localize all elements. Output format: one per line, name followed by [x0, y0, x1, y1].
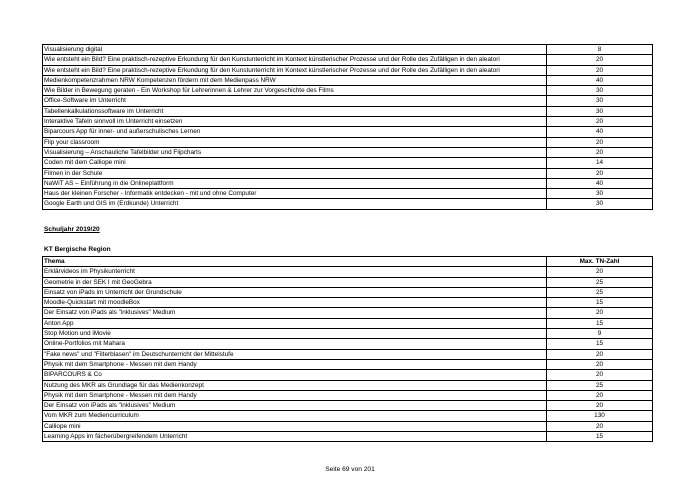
table-row: [43, 370, 653, 380]
table-row: [43, 339, 653, 349]
participant-count-cell: 15: [547, 432, 653, 442]
course-title-cell: Haus der kleinen Forscher - Informatik entdecken - mit und ohne Computer: [43, 189, 547, 199]
participant-count-cell: 20: [547, 349, 653, 359]
course-title-cell: Nutzung des MKR als Grundlage für das Medienkonzept: [43, 380, 547, 390]
course-title-cell: Wie Bilder in Bewegung geraten - Ein Workshop für Lehrerinnen & Lehrer zur Vorgeschichte des Films: [43, 86, 547, 96]
course-title-cell: Flip your classroom: [43, 137, 547, 147]
participant-count-cell: 20: [547, 65, 653, 75]
course-title-cell: BIPARCOURS & Co: [43, 370, 547, 380]
course-title-cell: Erklärvideos im Physikunterricht: [43, 267, 547, 277]
course-title-cell: Learning Apps im fächerübergreifendem Unterricht: [43, 432, 547, 442]
table-row: [43, 86, 653, 96]
table-row: [43, 287, 653, 297]
participant-count-cell: 30: [547, 106, 653, 116]
table-row: [43, 137, 653, 147]
region-heading: KT Bergische Region: [44, 246, 111, 253]
participant-count-cell: 20: [547, 359, 653, 369]
table-row: [43, 318, 653, 328]
course-table-2-body: [43, 257, 653, 442]
course-title-cell: NaWiT AS – Einführung in die Onlineplattform: [43, 178, 547, 188]
course-title-cell: Visualisierung – Anschauliche Tafelbilder und Flipcharts: [43, 147, 547, 157]
course-table-1: [42, 44, 653, 210]
course-title-cell: Physik mit dem Smartphone - Messen mit dem Handy: [43, 359, 547, 369]
participant-count-cell: 40: [547, 75, 653, 85]
participant-count-cell: 30: [547, 189, 653, 199]
course-title-cell: Wie entsteht ein Bild? Eine praktisch-rezeptive Erkundung für den Kunstunterricht im Kontext künstlerischer Prozesse und der Rolle des Zufälligen in den aleatori: [43, 65, 547, 75]
table-row: [43, 189, 653, 199]
participant-count-cell: 20: [547, 55, 653, 65]
course-title-cell: Anton App: [43, 318, 547, 328]
participant-count-cell: 30: [547, 96, 653, 106]
table-row: [43, 75, 653, 85]
participant-count-cell: 20: [547, 168, 653, 178]
course-title-cell: Calliope mini: [43, 421, 547, 431]
course-table-1-body: [43, 45, 653, 210]
table-row: [43, 380, 653, 390]
table-row: [43, 267, 653, 277]
course-title-cell: Coden mit dem Calliope mini: [43, 158, 547, 168]
participant-count-cell: 9: [547, 329, 653, 339]
table-row: [43, 117, 653, 127]
participant-count-cell: 15: [547, 298, 653, 308]
course-title-cell: Online-Portfolios mit Mahara: [43, 339, 547, 349]
course-title-cell: Vom MKR zum Mediencurriculum: [43, 411, 547, 421]
participant-count-cell: 40: [547, 178, 653, 188]
course-title-cell: Moodle-Quickstart mit moodleBox: [43, 298, 547, 308]
course-title-cell: Physik mit dem Smartphone - Messen mit dem Handy: [43, 390, 547, 400]
table-row: [43, 329, 653, 339]
course-title-cell: Google Earth und GIS im (Erdkunde) Unterricht: [43, 199, 547, 209]
page-number: Seite 69 von 201: [325, 466, 375, 473]
table-row: [43, 55, 653, 65]
participant-count-cell: 25: [547, 277, 653, 287]
table-row: [43, 168, 653, 178]
course-title-cell: Office-Software im Unterricht: [43, 96, 547, 106]
course-title-cell: Der Einsatz von iPads als "inklusives" Medium: [43, 308, 547, 318]
participant-count-cell: 20: [547, 147, 653, 157]
table-row: [43, 127, 653, 137]
header-thema: Thema: [43, 257, 547, 267]
participant-count-cell: 15: [547, 318, 653, 328]
course-table-2: [42, 256, 653, 442]
table-row: [43, 390, 653, 400]
course-title-cell: Visualisierung digital: [43, 45, 547, 55]
participant-count-cell: 40: [547, 127, 653, 137]
course-title-cell: Stop Motion und iMovie: [43, 329, 547, 339]
participant-count-cell: 25: [547, 380, 653, 390]
participant-count-cell: 8: [547, 45, 653, 55]
participant-count-cell: 25: [547, 287, 653, 297]
school-year-heading: Schuljahr 2019/20: [44, 226, 100, 233]
table-row: [43, 349, 653, 359]
participant-count-cell: 14: [547, 158, 653, 168]
table-row: [43, 178, 653, 188]
table-row: [43, 158, 653, 168]
course-title-cell: Geometrie in der SEK I mit GeoGebra: [43, 277, 547, 287]
participant-count-cell: 30: [547, 199, 653, 209]
course-title-cell: Tabellenkalkulationssoftware im Unterricht: [43, 106, 547, 116]
participant-count-cell: 20: [547, 401, 653, 411]
course-title-cell: Medienkompetenzrahmen NRW Kompetenzen fördern mit dem Medienpass NRW: [43, 75, 547, 85]
table-row: [43, 106, 653, 116]
participant-count-cell: 15: [547, 339, 653, 349]
table-row: [43, 199, 653, 209]
table-row: [43, 411, 653, 421]
table-row: [43, 147, 653, 157]
participant-count-cell: 20: [547, 421, 653, 431]
course-title-cell: Filmen in der Schule: [43, 168, 547, 178]
course-title-cell: Biparcours App für inner- und außerschulisches Lernen: [43, 127, 547, 137]
header-max-tn: Max. TN-Zahl: [547, 257, 653, 267]
participant-count-cell: 20: [547, 390, 653, 400]
participant-count-cell: 20: [547, 370, 653, 380]
participant-count-cell: 20: [547, 137, 653, 147]
course-title-cell: "Fake news" und "Filterblasen" im Deutschunterricht der Mittelstufe: [43, 349, 547, 359]
table-row: [43, 308, 653, 318]
table-row: [43, 65, 653, 75]
course-title-cell: Wie entsteht ein Bild? Eine praktisch-rezeptive Erkundung für den Kunstunterricht im Kontext künstlerischer Prozesse und der Rolle des Zufälligen in den aleatori: [43, 55, 547, 65]
table-row: [43, 277, 653, 287]
participant-count-cell: 30: [547, 86, 653, 96]
table-row: [43, 401, 653, 411]
participant-count-cell: 20: [547, 267, 653, 277]
participant-count-cell: 130: [547, 411, 653, 421]
table-header-row: [43, 257, 653, 267]
course-title-cell: Einsatz von iPads im Unterricht der Grundschule: [43, 287, 547, 297]
table-row: [43, 421, 653, 431]
participant-count-cell: 20: [547, 117, 653, 127]
table-row: [43, 359, 653, 369]
table-row: [43, 96, 653, 106]
course-title-cell: Interaktive Tafeln sinnvoll im Unterricht einsetzen: [43, 117, 547, 127]
table-row: [43, 45, 653, 55]
course-title-cell: Der Einsatz von iPads als "inklusives" Medium: [43, 401, 547, 411]
participant-count-cell: 20: [547, 308, 653, 318]
table-row: [43, 432, 653, 442]
table-row: [43, 298, 653, 308]
